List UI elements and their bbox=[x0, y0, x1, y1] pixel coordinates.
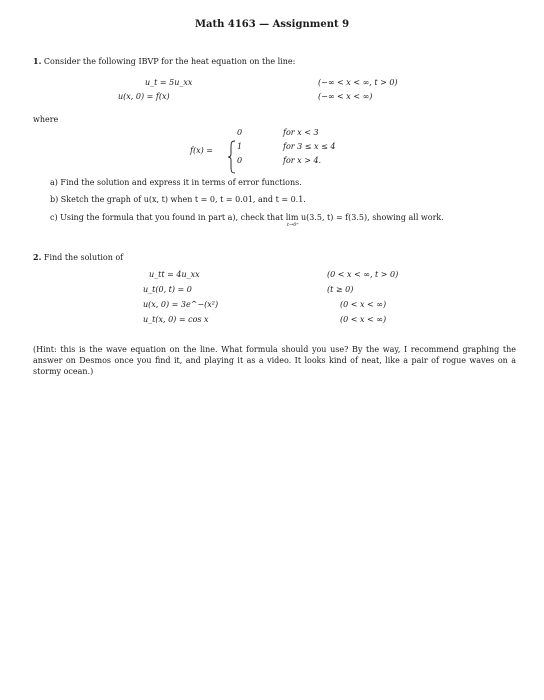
part-a: a) Find the solution and express it in terms of error functions. bbox=[50, 178, 302, 187]
equation-initial-position-domain: (0 < x < ∞) bbox=[340, 300, 387, 309]
part-c: c) Using the formula that you found in part a), check that lim u(3.5, t) = f(3.5), showing all work. bbox=[50, 213, 444, 222]
equation-boundary-domain: (t ≥ 0) bbox=[327, 285, 354, 294]
equation-initial-position: u(x, 0) = 3e^−(x²) bbox=[143, 300, 219, 309]
equation-initial-domain: (−∞ < x < ∞) bbox=[318, 92, 373, 101]
problem-1-number: 1. bbox=[33, 56, 42, 66]
problem-1-intro-text: Consider the following IBVP for the heat equation on the line: bbox=[43, 57, 296, 66]
equation-wave: u_tt = 4u_xx bbox=[149, 270, 200, 279]
equation-heat-domain: (−∞ < x < ∞, t > 0) bbox=[318, 78, 398, 87]
problem-2-intro bbox=[33, 252, 123, 262]
problem-1-intro bbox=[33, 56, 295, 66]
equation-heat: u_t = 5u_xx bbox=[145, 78, 193, 87]
page-title: Math 4163 — Assignment 9 bbox=[194, 19, 350, 30]
f-case-1-condition: for x < 3 bbox=[283, 128, 319, 137]
part-b: b) Sketch the graph of u(x, t) when t = 0, t = 0.01, and t = 0.1. bbox=[50, 195, 306, 204]
f-case-3-condition: for x > 4. bbox=[283, 156, 322, 165]
equation-initial-velocity: u_t(x, 0) = cos x bbox=[143, 315, 209, 324]
limit-subscript: t→0⁺ bbox=[287, 222, 300, 228]
equation-wave-domain: (0 < x < ∞, t > 0) bbox=[327, 270, 399, 279]
f-definition-label: f(x) = bbox=[190, 146, 213, 155]
equation-initial-velocity-domain: (0 < x < ∞) bbox=[340, 315, 387, 324]
problem-2-number: 2. bbox=[33, 252, 42, 262]
equation-boundary: u_t(0, t) = 0 bbox=[143, 285, 192, 294]
equation-initial: u(x, 0) = f(x) bbox=[118, 92, 170, 101]
f-case-1-value: 0 bbox=[237, 128, 243, 137]
where-label: where bbox=[33, 115, 59, 124]
problem-2-intro-text: Find the solution of bbox=[43, 253, 124, 262]
f-case-2-value: 1 bbox=[237, 142, 243, 151]
f-case-2-condition: for 3 ≤ x ≤ 4 bbox=[283, 142, 336, 151]
f-case-3-value: 0 bbox=[237, 156, 243, 165]
piecewise-brace bbox=[227, 140, 237, 174]
hint-paragraph: (Hint: this is the wave equation on the line. What formula should you use? By the way, I recommend graphing the answer on Desmos once you find it, and playing it as a video. It looks kind of neat, like a pair of rogue waves on a stormy ocean.) bbox=[33, 345, 516, 376]
